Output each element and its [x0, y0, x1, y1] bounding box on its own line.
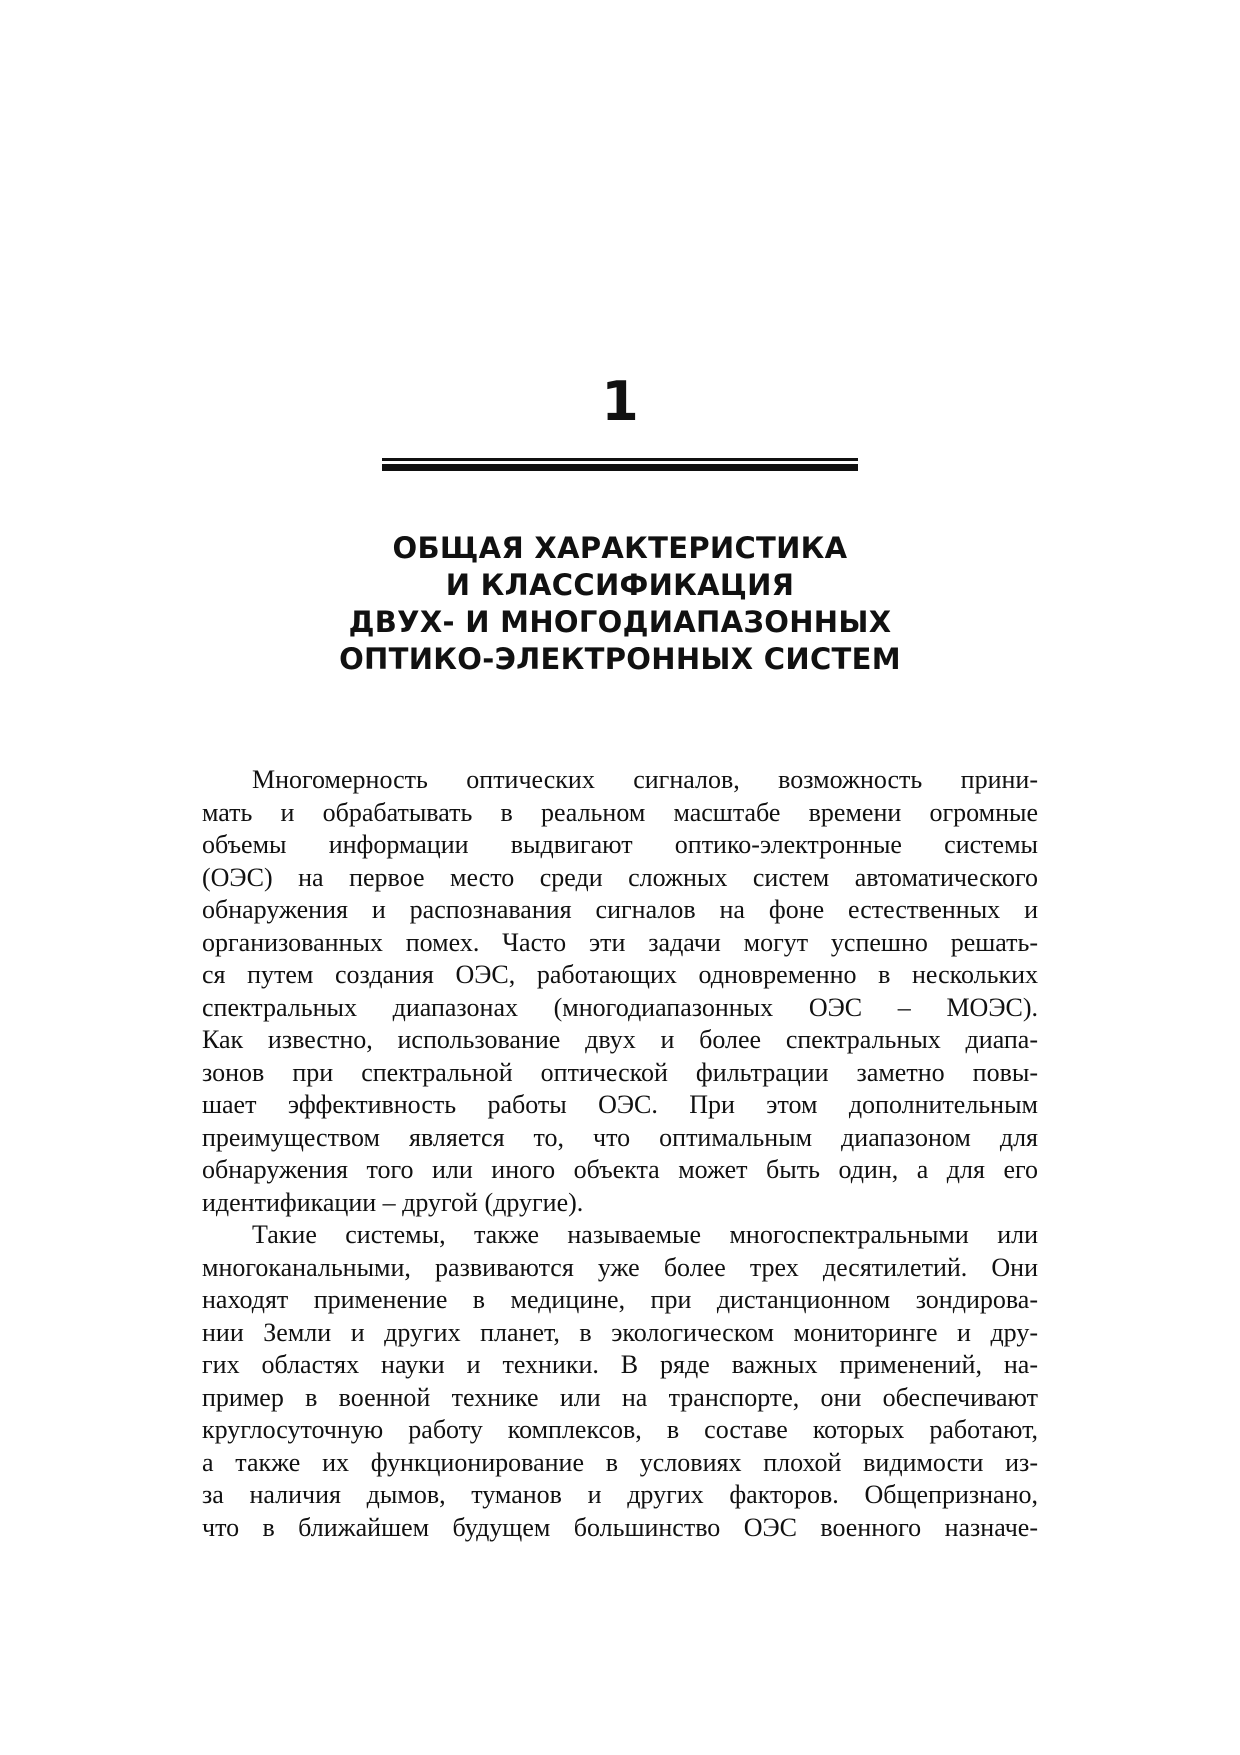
text-line: круглосуточную работу комплексов, в составе которых работают,	[202, 1415, 1038, 1444]
text-line: объемы информации выдвигают оптико-электронные системы	[202, 830, 1038, 859]
text-line: гих областях науки и техники. В ряде важных применений, на-	[202, 1350, 1038, 1379]
text-line: преимуществом является то, что оптимальным диапазоном для	[202, 1122, 1038, 1152]
text-line: находят применение в медицине, при дистанционном зондирова-	[202, 1285, 1038, 1314]
text-line: нии Земли и других планет, в экологическом мониторинге и дру-	[202, 1317, 1038, 1347]
text-line: зонов при спектральной оптической фильтрации заметно повы-	[202, 1057, 1038, 1087]
text-line: многоканальными, развиваются уже более трех десятилетий. Они	[202, 1252, 1038, 1282]
paragraph	[202, 764, 1038, 1219]
text-line: ся путем создания ОЭС, работающих одновременно в нескольких	[202, 960, 1038, 989]
text-line: Многомерность оптических сигналов, возможность прини-	[252, 765, 1038, 794]
chapter-title	[200, 530, 1040, 678]
chapter-title-line: ОПТИКО-ЭЛЕКТРОННЫХ СИСТЕМ	[339, 642, 901, 676]
text-line: обнаружения и распознавания сигналов на фоне естественных и	[202, 895, 1038, 924]
text-line: (ОЭС) на первое место среди сложных систем автоматического	[202, 862, 1038, 892]
chapter-title-line: И КЛАССИФИКАЦИЯ	[445, 568, 795, 602]
divider-thin-line	[382, 458, 858, 461]
chapter-divider	[382, 458, 858, 471]
chapter-number: 1	[601, 370, 639, 433]
text-line: за наличия дымов, туманов и других факторов. Общепризнано,	[202, 1480, 1038, 1509]
body-text	[202, 764, 1038, 1544]
text-line: пример в военной технике или на транспорте, они обеспечивают	[202, 1382, 1038, 1412]
paragraph	[202, 1219, 1038, 1544]
text-line: шает эффективность работы ОЭС. При этом дополнительным	[202, 1090, 1038, 1119]
text-line: а также их функционирование в условиях плохой видимости из-	[202, 1447, 1038, 1477]
text-line: обнаружения того или иного объекта может быть один, а для его	[202, 1155, 1038, 1184]
chapter-title-line: ОБЩАЯ ХАРАКТЕРИСТИКА	[392, 531, 848, 565]
text-line: организованных помех. Часто эти задачи могут успешно решать-	[202, 927, 1038, 957]
divider-thick-line	[382, 464, 858, 471]
text-line: мать и обрабатывать в реальном масштабе времени огромные	[202, 797, 1038, 827]
text-line: Как известно, использование двух и более спектральных диапа-	[202, 1025, 1038, 1054]
text-line: Такие системы, также называемые многоспектральными или	[252, 1220, 1038, 1249]
chapter-title-line: ДВУХ- И МНОГОДИАПАЗОННЫХ	[348, 605, 892, 639]
text-line: идентификации – другой (другие).	[202, 1187, 584, 1217]
text-line: что в ближайшем будущем большинство ОЭС военного назначе-	[202, 1512, 1038, 1542]
text-line: спектральных диапазонах (многодиапазонных ОЭС – МОЭС).	[202, 992, 1038, 1022]
